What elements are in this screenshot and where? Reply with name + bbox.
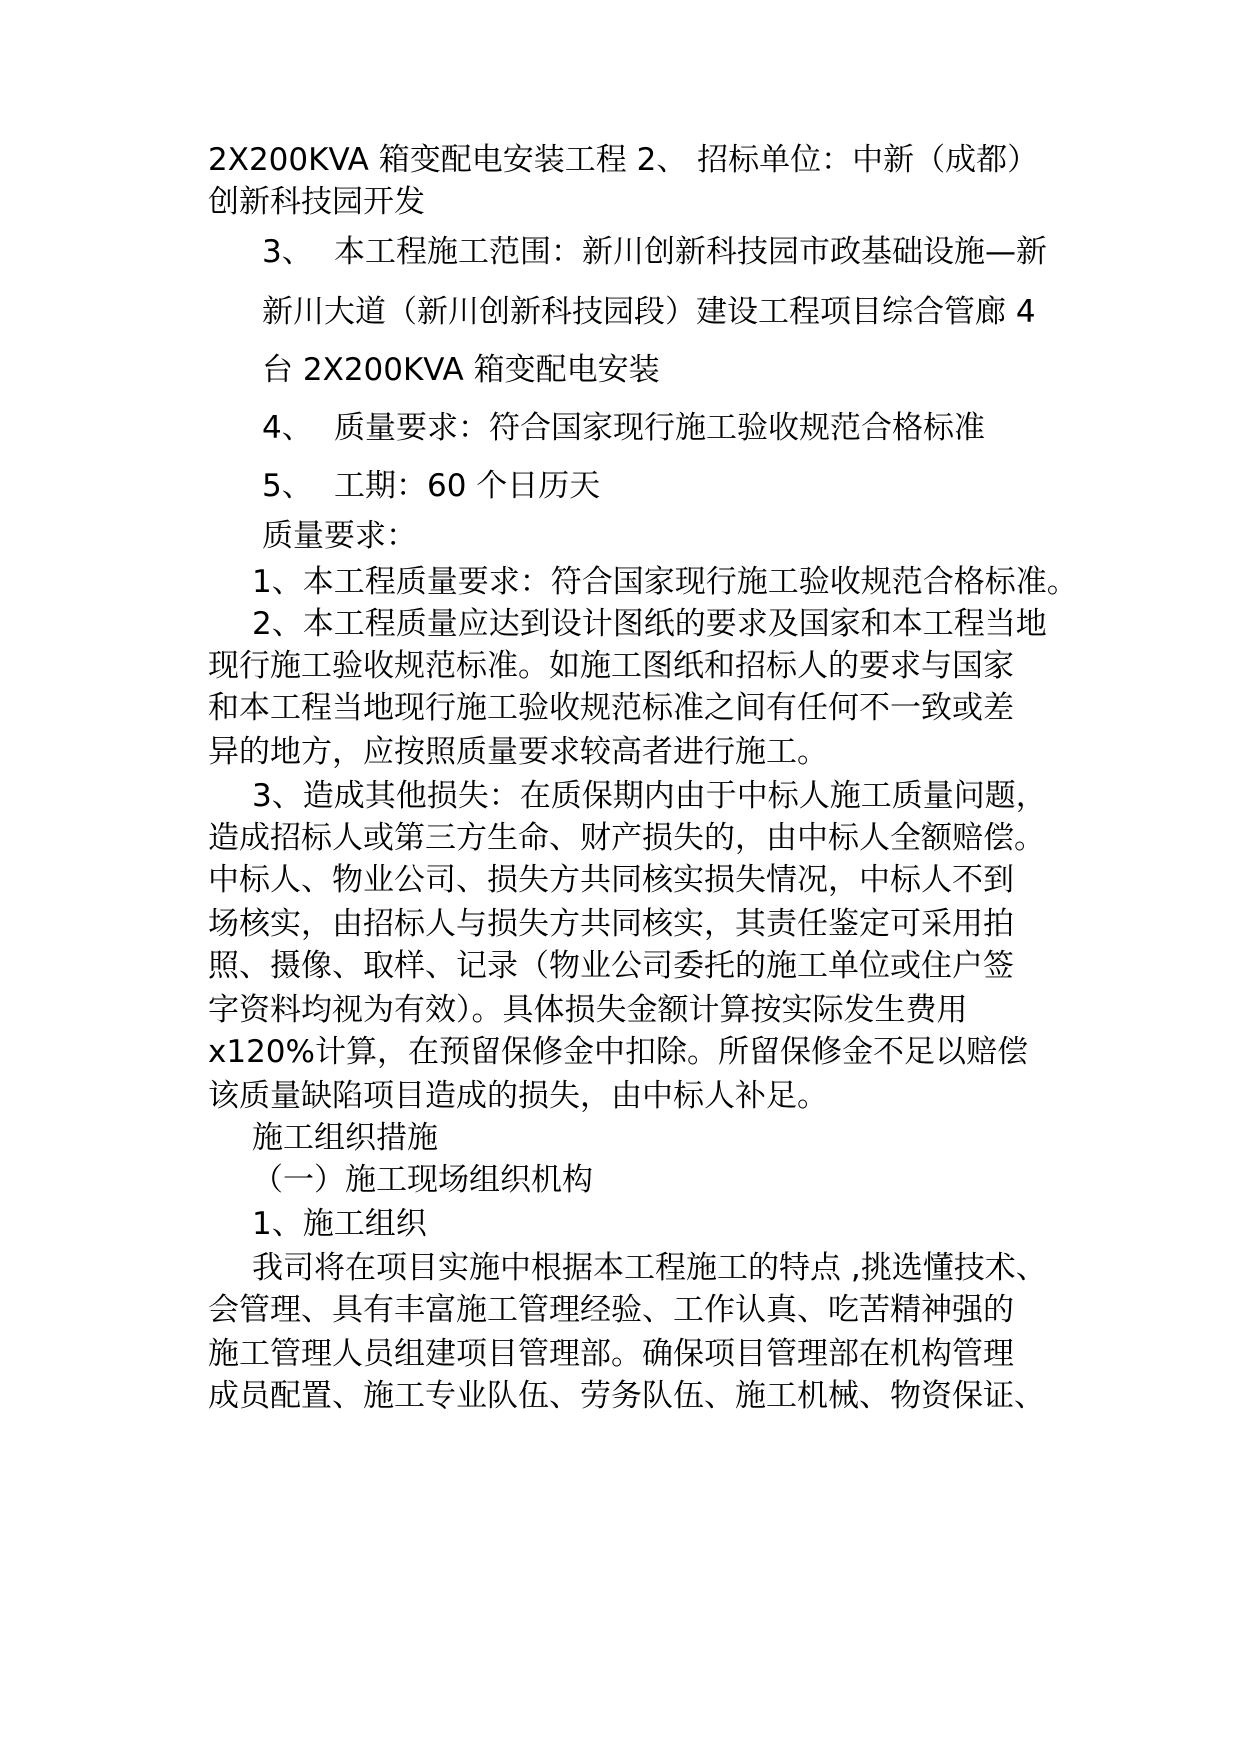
numbered-item bbox=[262, 232, 1047, 272]
text-line: 1、本工程质量要求：符合国家现行施工验收规范合格标准。 bbox=[252, 564, 1078, 600]
text-line: 造成招标人或第三方生命、财产损失的，由中标人全额赔偿。 bbox=[208, 820, 1045, 856]
text-line: x120%计算，在预留保修金中扣除。所留保修金不足以赔偿 bbox=[208, 1034, 1028, 1070]
text-line: 台 2X200KVA 箱变配电安装 bbox=[262, 352, 660, 388]
item-number: 4、 bbox=[262, 410, 313, 446]
item-text: 本工程施工范围：新川创新科技园市政基础设施—新 bbox=[334, 234, 1047, 270]
text-line: 2X200KVA 箱变配电安装工程 2、 招标单位：中新（成都） bbox=[208, 142, 1039, 178]
text-line: 现行施工验收规范标准。如施工图纸和招标人的要求与国家 bbox=[208, 648, 1014, 684]
text-line: 和本工程当地现行施工验收规范标准之间有任何不一致或差 bbox=[208, 690, 1014, 726]
text-line: 异的地方，应按照质量要求较高者进行施工。 bbox=[208, 734, 828, 770]
text-line: 成员配置、施工专业队伍、劳务队伍、施工机械、物资保证、 bbox=[208, 1378, 1045, 1414]
text-line: 该质量缺陷项目造成的损失，由中标人补足。 bbox=[208, 1078, 828, 1114]
text-line: 会管理、具有丰富施工管理经验、工作认真、吃苦精神强的 bbox=[208, 1292, 1014, 1328]
text-line: 中标人、物业公司、损失方共同核实损失情况，中标人不到 bbox=[208, 862, 1014, 898]
text-line: 施工管理人员组建项目管理部。确保项目管理部在机构管理 bbox=[208, 1336, 1014, 1372]
item-number: 3、 bbox=[262, 234, 313, 270]
item-number: 5、 bbox=[262, 468, 313, 504]
section-heading: 1、施工组织 bbox=[252, 1206, 427, 1242]
section-heading: 施工组织措施 bbox=[252, 1120, 438, 1156]
text-line: 字资料均视为有效）。具体损失金额计算按实际发生费用 bbox=[208, 992, 968, 1028]
text-line: 照、摄像、取样、记录（物业公司委托的施工单位或住户签 bbox=[208, 948, 1014, 984]
text-line: 创新科技园开发 bbox=[208, 184, 425, 220]
text-line: 2、本工程质量应达到设计图纸的要求及国家和本工程当地 bbox=[252, 606, 1047, 642]
text-line: 3、造成其他损失：在质保期内由于中标人施工质量问题， bbox=[252, 778, 1047, 814]
section-heading: （一）施工现场组织机构 bbox=[252, 1162, 593, 1198]
numbered-item bbox=[262, 408, 985, 448]
text-line: 我司将在项目实施中根据本工程施工的特点 ,挑选懂技术、 bbox=[252, 1250, 1047, 1286]
text-line: 场核实，由招标人与损失方共同核实，其责任鉴定可采用拍 bbox=[208, 906, 1014, 942]
section-heading: 质量要求： bbox=[262, 518, 417, 554]
text-line: 新川大道（新川创新科技园段）建设工程项目综合管廊 4 bbox=[262, 294, 1036, 330]
item-text: 工期：60 个日历天 bbox=[334, 468, 601, 504]
numbered-item bbox=[262, 466, 600, 506]
item-text: 质量要求：符合国家现行施工验收规范合格标准 bbox=[334, 410, 985, 446]
